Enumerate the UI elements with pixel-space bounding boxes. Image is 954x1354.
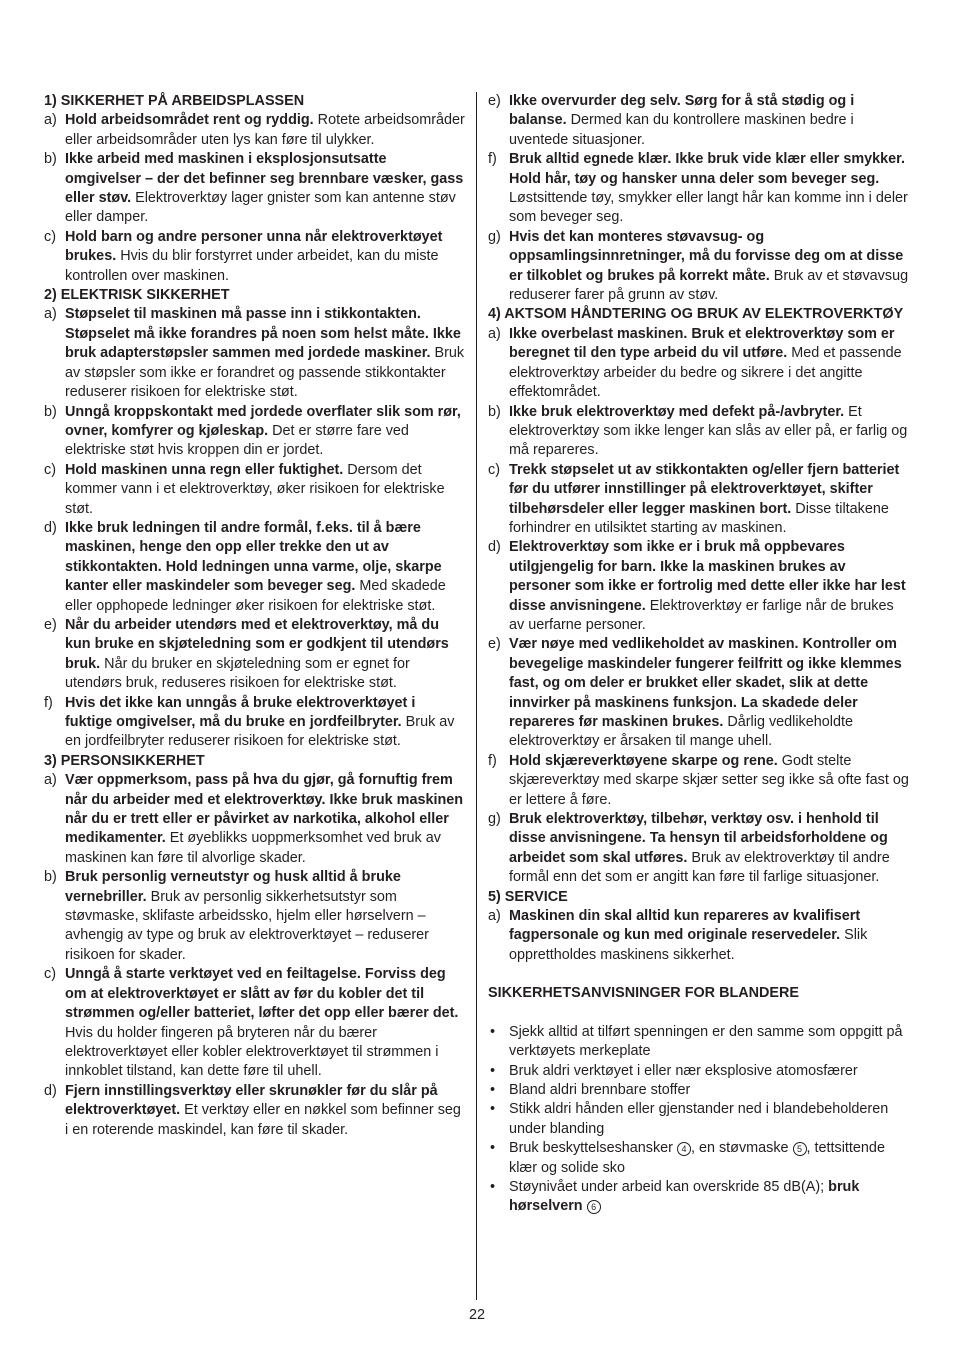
list-item [488, 538, 910, 635]
item-marker: a) [488, 325, 501, 342]
list-item [488, 907, 910, 965]
figure-ref-6-icon: 6 [587, 1200, 601, 1214]
item-bold-text: Ikke overvurder deg selv. Sørg for å stå stødig og i balanse. [509, 93, 855, 129]
item-marker: a) [488, 908, 501, 925]
service-list [488, 907, 910, 965]
item-text: Bruk av en jordfeilbryter reduserer risikoen for elektriske støt. [65, 714, 455, 750]
item-bold-text: Bruk personlig verneutstyr og husk alltid å bruke vernebriller. [65, 869, 401, 905]
list-item [44, 519, 466, 616]
section-heading-mixer: SIKKERHETSANVISNINGER FOR BLANDERE [488, 985, 800, 1002]
item-marker: d) [44, 1082, 57, 1099]
list-item [44, 305, 466, 402]
item-bold-text: Vær nøye med vedlikeholdet av maskinen. Kontroller om bevegelige maskindeler fungerer feilfritt og ikke klemmes fast, og om deler er brukket eller skadet, slik at dette innvirker på maskinens funksjon. La skadede deler repareres før maskinen brukes. [509, 636, 902, 730]
list-item [44, 111, 466, 150]
bullet-dot: • [490, 1178, 496, 1195]
item-marker: c) [44, 966, 56, 983]
item-text: Godt stelte skjæreverktøy med skarpe skjær setter seg ikke så ofte fast og er lettere å føre. [509, 752, 909, 808]
item-text: Hvis du blir forstyrret under arbeidet, kan du miste kontrollen over maskinen. [65, 248, 439, 284]
item-marker: a) [44, 306, 57, 323]
bullet-dot: • [490, 1062, 496, 1079]
right-column [488, 92, 910, 1217]
figure-ref-4-icon: 4 [677, 1142, 691, 1156]
bullet-dot: • [490, 1023, 496, 1040]
list-item [488, 810, 910, 888]
bullet-text: Bland aldri brennbare stoffer [509, 1081, 691, 1098]
list-item [488, 461, 910, 539]
bullet-item [488, 1139, 910, 1178]
list-item [488, 635, 910, 751]
item-bold-text: Hold maskinen unna regn eller fuktighet. [65, 461, 344, 478]
page-number: 22 [468, 1307, 485, 1323]
spacer [488, 1004, 910, 1023]
list-item [488, 325, 910, 403]
list-item [44, 965, 466, 1081]
bullet-text: , en støvmaske [690, 1140, 793, 1157]
item-text: Det er større fare ved elektriske støt hvis kroppen din er jordet. [65, 422, 409, 459]
list-item [488, 92, 910, 150]
item-bold-text: Elektroverktøy som ikke er i bruk må oppbevares utilgjengelig for barn. Ikke la maskinen brukes av personer som ikke er fortrolig med dette eller ikke har lest disse anvisningene. [509, 539, 906, 614]
list-item [44, 150, 466, 228]
electrical-list [44, 305, 466, 751]
item-marker: a) [44, 112, 57, 129]
item-text: Rotete arbeidsområder eller arbeidsområder uten lys kan føre til ulykker. [65, 112, 465, 148]
item-bold-text: Hold skjæreverktøyene skarpe og rene. [509, 752, 778, 769]
personal-list-continued [488, 92, 910, 305]
item-bold-text: Støpselet til maskinen må passe inn i stikkontakten. Støpselet må ikke forandres på noen som helst måte. Ikke bruk adapterstøpsler sammen med jordede maskiner. [65, 306, 461, 362]
bullet-item [488, 1081, 910, 1100]
item-bold-text: Maskinen din skal alltid kun repareres av kvalifisert fagpersonale og kun med originale reservedeler. [509, 908, 861, 944]
item-text: Slik opprettholdes maskinens sikkerhet. [509, 927, 868, 963]
item-text: Bruk av et støvavsug reduserer farer på grunn av støv. [509, 267, 909, 304]
item-marker: d) [44, 519, 57, 536]
figure-ref-5-icon: 5 [793, 1142, 807, 1156]
item-text: Med et passende elektroverktøy arbeider du bedre og sikrere i det angitte effektområdet. [509, 345, 902, 401]
item-bold-text: Unngå kroppskontakt med jordede overflater slik som rør, ovner, komfyrer og kjøleskap. [65, 403, 461, 439]
item-bold-text: Hvis det ikke kan unngås å bruke elektroverktøyet i fuktige omgivelser, må du bruke en jordfeilbryter. [65, 694, 416, 730]
bullet-dot: • [490, 1140, 496, 1157]
list-item [488, 150, 910, 228]
list-item [44, 694, 466, 752]
item-bold-text: Hold barn og andre personer unna når elektroverktøyet brukes. [65, 228, 443, 265]
item-marker: b) [44, 869, 57, 886]
item-bold-text: Bruk elektroverktøy, tilbehør, verktøy osv. i henhold til disse anvisningene. Ta hensyn til arbeidsforholdene og arbeidet som skal utføres. [509, 811, 888, 866]
bullet-text: Stikk aldri hånden eller gjenstander ned i blandebeholderen under blanding [509, 1101, 889, 1137]
item-text: Et verktøy eller en nøkkel som befinner seg i en roterende maskindel, kan føre til skader. [65, 1102, 461, 1138]
bullet-dot: • [490, 1101, 496, 1118]
list-item [44, 616, 466, 694]
personal-list [44, 771, 466, 1140]
item-marker: f) [488, 151, 497, 168]
item-text: Løstsittende tøy, smykker eller langt hår kan komme inn i deler som beveger seg. [509, 190, 908, 226]
bullet-text: Støynivået under arbeid kan overskride 85 dB(A); [509, 1178, 829, 1195]
list-item [488, 752, 910, 810]
bullet-text: Sjekk alltid at tilført spenningen er den samme som oppgitt på verktøyets merkeplate [509, 1023, 903, 1060]
list-item [44, 868, 466, 965]
section-heading-tool-use: 4) AKTSOM HÅNDTERING OG BRUK AV ELEKTROVERKTØY [488, 306, 904, 323]
item-bold-text: Bruk alltid egnede klær. Ikke bruk vide klær eller smykker. Hold hår, tøy og hansker unna deler som beveger seg. [509, 151, 905, 187]
section-heading-electrical: 2) ELEKTRISK SIKKERHET [44, 287, 230, 304]
bullet-item [488, 1100, 910, 1139]
bullet-text: Bruk aldri verktøyet i eller nær eksplosive atomosfærer [509, 1062, 858, 1079]
item-text: Med skadede eller opphopede ledninger øker risikoen for elektriske støt. [65, 578, 446, 614]
bullet-text: , tettsittende klær og solide sko [509, 1140, 885, 1176]
item-marker: e) [488, 93, 501, 109]
section-heading-personal: 3) PERSONSIKKERHET [44, 752, 205, 769]
item-marker: c) [44, 228, 56, 245]
item-marker: e) [44, 616, 57, 633]
item-text: Elektroverktøy lager gnister som kan antenne støv eller damper. [65, 190, 456, 226]
list-item [44, 461, 466, 519]
item-marker: g) [488, 811, 501, 828]
item-marker: c) [488, 461, 500, 478]
item-marker: e) [488, 636, 501, 653]
item-text: Når du bruker en skjøteledning som er egnet for utendørs bruk, reduseres risikoen for elektriske støt. [65, 655, 410, 692]
item-marker: d) [488, 539, 501, 556]
item-bold-text: Når du arbeider utendørs med et elektroverktøy, må du kun bruke en skjøteledning som er godkjent til utendørs bruk. [65, 616, 449, 672]
item-bold-text: Ikke bruk elektroverktøy med defekt på-/avbryter. [509, 403, 845, 420]
item-text: Bruk av personlig sikkerhetsutstyr som støvmaske, sklifaste arbeidssko, hjelm eller hørselvern – avhengig av type og bruk av elektroverktøyet – reduserer risikoen for skader. [65, 888, 429, 963]
list-item [44, 771, 466, 868]
item-text: Bruk av elektroverktøy til andre formål enn det som er angitt kan føre til farlige situasjoner. [509, 849, 890, 886]
section-heading-workplace: 1) SIKKERHET PÅ ARBEIDSPLASSEN [44, 93, 305, 109]
bullet-dot: • [490, 1081, 496, 1098]
item-marker: b) [44, 151, 57, 168]
item-bold-text: Ikke overbelast maskinen. Bruk et elektroverktøy som er beregnet til den type arbeid du vil utføre. [509, 325, 895, 362]
item-text: Elektroverktøy er farlige når de brukes av uerfarne personer. [509, 597, 894, 633]
spacer [488, 965, 910, 984]
list-item [488, 228, 910, 306]
list-item [44, 403, 466, 461]
item-bold-text: Hvis det kan monteres støvavsug- og oppsamlingsinnretninger, må du forvisse deg om at disse er tilkoblet og brukes på korrekt måte. [509, 228, 904, 284]
list-item [44, 1082, 466, 1140]
bullet-item [488, 1062, 910, 1081]
list-item [488, 403, 910, 461]
tool-use-list [488, 325, 910, 888]
item-bold-text: Trekk støpselet ut av stikkontakten og/eller fjern batteriet før du utfører innstillinger på elektroverktøyet, skifter tilbehørsdeler eller legger maskinen bort. [509, 461, 900, 517]
bullet-text: Bruk beskyttelseshansker [509, 1140, 677, 1157]
item-marker: a) [44, 772, 57, 789]
bullet-item [488, 1178, 910, 1217]
item-bold-text: Ikke bruk ledningen til andre formål, f.eks. til å bære maskinen, henge den opp eller trekke den ut av stikkontakten. Hold ledningen unna varme, olje, skarpe kanter eller maskindeler som beveger seg. [65, 519, 442, 595]
item-text: Disse tiltakene forhindrer en utilsiktet starting av maskinen. [509, 500, 889, 536]
list-item [44, 228, 466, 286]
item-bold-text: Vær oppmerksom, pass på hva du gjør, gå fornuftig frem når du arbeider med et elektroverktøy. Ikke bruk maskinen når du er trett eller er påvirket av narkotika, alkohol eller medikamenter. [65, 772, 464, 847]
item-text: Et øyeblikks uoppmerksomhet ved bruk av maskinen kan føre til alvorlige skader. [65, 830, 441, 866]
item-text: Dårlig vedlikeholdte elektroverktøy er årsaken til mange uhell. [509, 714, 853, 750]
item-marker: b) [44, 403, 57, 420]
item-bold-text: Ikke arbeid med maskinen i eksplosjonsutsatte omgivelser – der det befinner seg brennbare væsker, gass eller støv. [65, 151, 464, 207]
bullet-item [488, 1023, 910, 1062]
section-heading-service: 5) SERVICE [488, 888, 568, 905]
item-text: Dersom det kommer vann i et elektroverktøy, øker risikoen for elektriske støt. [65, 461, 445, 517]
item-marker: b) [488, 403, 501, 420]
item-marker: c) [44, 461, 56, 478]
item-bold-text: Fjern innstillingsverktøy eller skrunøkler før du slår på elektroverktøyet. [65, 1082, 438, 1119]
item-bold-text: Unngå å starte verktøyet ved en feiltagelse. Forviss deg om at elektroverktøyet er slått av før du kobler det til strømmen og/eller batteriet, løfter det opp eller bærer det. [65, 966, 459, 1022]
item-marker: f) [488, 752, 497, 769]
bullet-bold-text: bruk hørselvern [509, 1178, 860, 1215]
item-text: Hvis du holder fingeren på bryteren når du bærer elektroverktøyet eller kobler elektroverktøyet til strømmen i innkoblet tilstand, kan dette føre til uhell. [65, 1024, 439, 1080]
item-marker: g) [488, 228, 501, 245]
column-divider [476, 92, 477, 1300]
item-text: Et elektroverktøy som ikke lenger kan slås av eller på, er farlig og må repareres. [509, 403, 908, 459]
workplace-list [44, 111, 466, 286]
item-bold-text: Hold arbeidsområdet rent og ryddig. [65, 112, 314, 129]
item-text: Dermed kan du kontrollere maskinen bedre i uventede situasjoner. [509, 112, 854, 148]
item-text: Bruk av støpsler som ikke er forandret og passende stikkontakter reduserer risikoen for elektriske støt. [65, 345, 465, 401]
item-marker: f) [44, 694, 53, 711]
left-column [44, 92, 466, 1140]
